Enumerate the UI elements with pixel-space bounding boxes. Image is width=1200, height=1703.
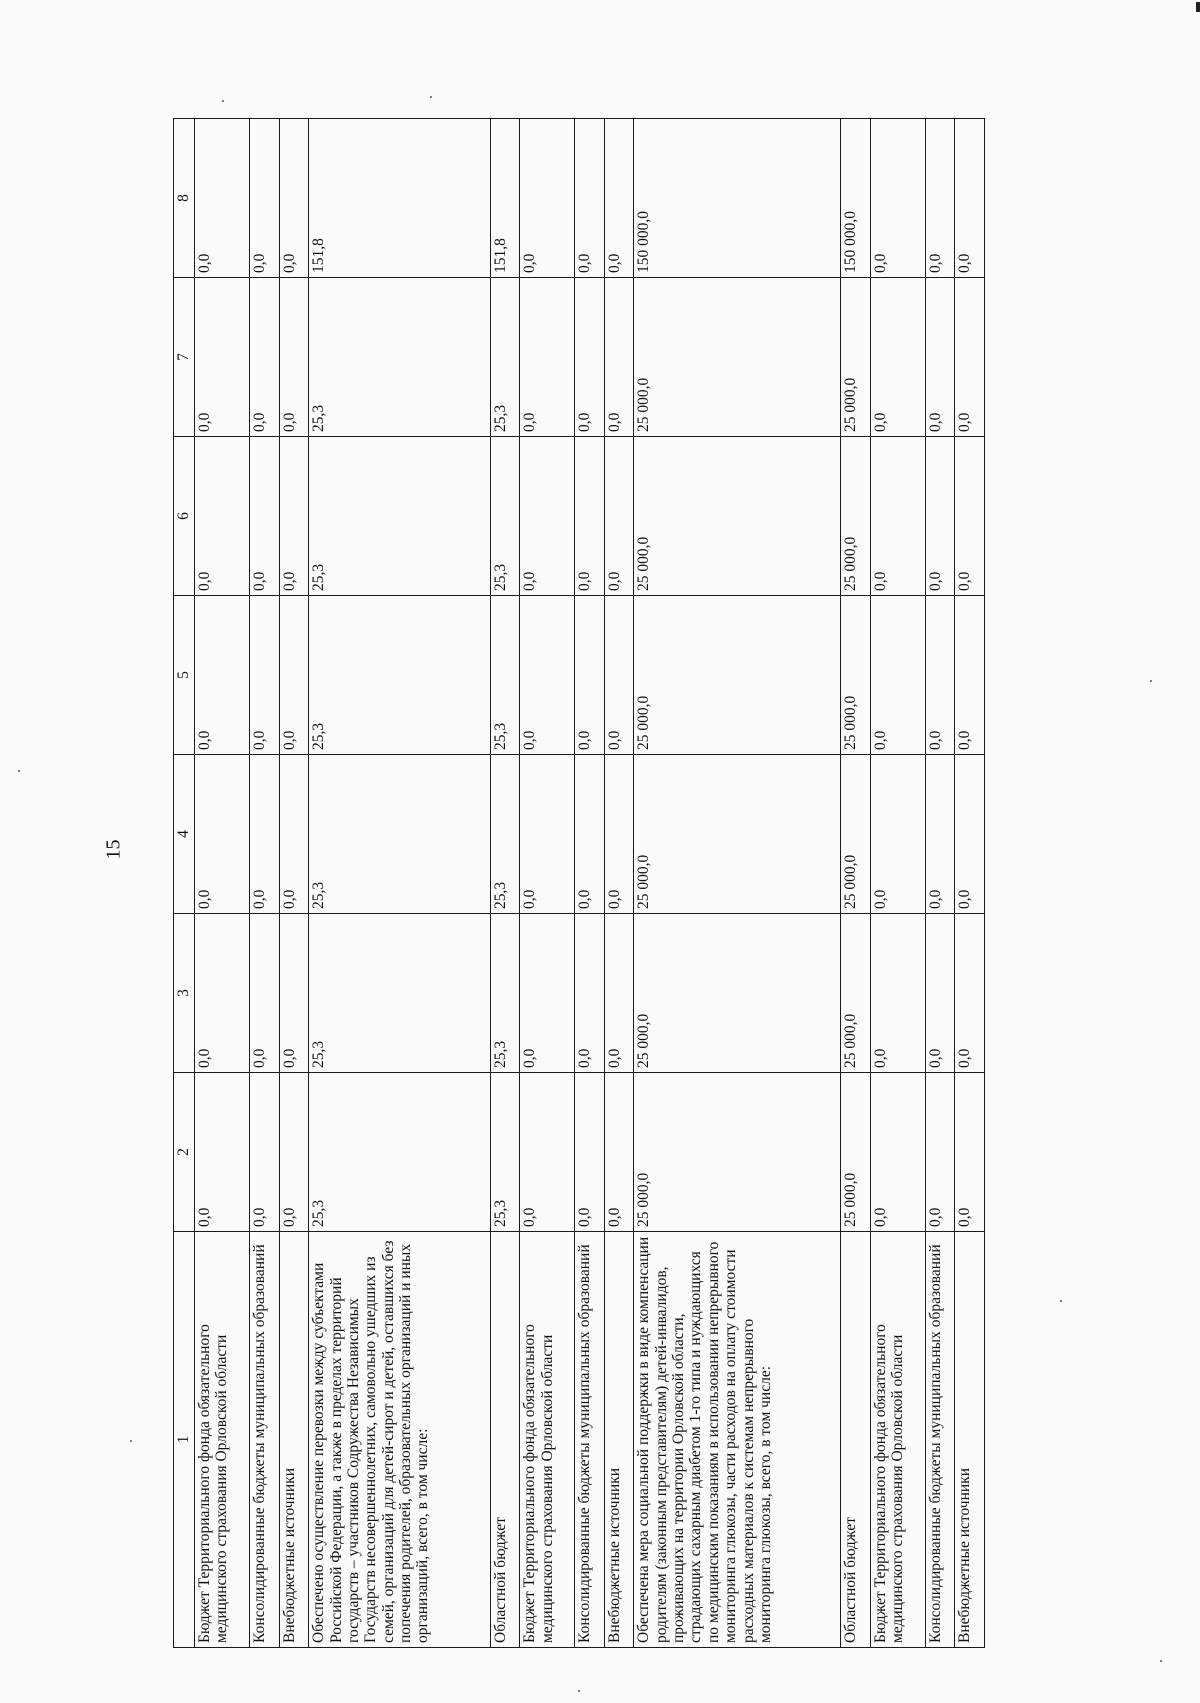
table-body [195, 119, 985, 1648]
row-value: 151,8 [490, 119, 520, 278]
table-header-row [174, 119, 195, 1648]
row-value: 0,0 [279, 1073, 309, 1232]
row-value: 0,0 [604, 1073, 634, 1232]
table-row [490, 119, 520, 1648]
row-value: 0,0 [925, 914, 955, 1073]
column-header: 5 [174, 596, 195, 755]
row-value: 25,3 [490, 596, 520, 755]
row-value: 25 000,0 [841, 596, 871, 755]
row-value: 0,0 [955, 596, 985, 755]
row-value: 0,0 [279, 596, 309, 755]
row-value: 0,0 [249, 119, 279, 278]
row-value: 0,0 [520, 1073, 575, 1232]
table-row [925, 119, 955, 1648]
row-label: Обеспечено осуществление перевозки между субъектами Российской Федерации, а также в пределах территорий государств – участников Содружества Независимых Государств несовершеннолетних, самовольно ушедших из семей, организаций для детей-сирот и детей, оставшихся без попечения родителей, образовательных организаций и иных организаций, всего, в том числе: [309, 1232, 490, 1648]
row-value: 25,3 [490, 914, 520, 1073]
row-label: Консолидированные бюджеты муниципальных образований [575, 1232, 605, 1648]
row-value: 150 000,0 [634, 119, 841, 278]
row-value: 0,0 [870, 596, 925, 755]
row-value: 0,0 [925, 119, 955, 278]
scan-speck [1060, 1300, 1062, 1302]
row-value: 0,0 [575, 596, 605, 755]
column-header: 3 [174, 914, 195, 1073]
scan-speck [1160, 1660, 1162, 1662]
row-value: 0,0 [925, 278, 955, 437]
row-value: 25,3 [309, 1073, 490, 1232]
row-value: 0,0 [870, 755, 925, 914]
scan-speck [1150, 680, 1152, 682]
row-value: 0,0 [279, 119, 309, 278]
table-row [604, 119, 634, 1648]
row-value: 0,0 [195, 119, 250, 278]
row-value: 0,0 [575, 278, 605, 437]
scan-edge-mark [1196, 2, 1200, 12]
row-value: 25,3 [309, 914, 490, 1073]
row-value: 151,8 [309, 119, 490, 278]
row-value: 25,3 [490, 437, 520, 596]
row-value: 0,0 [520, 278, 575, 437]
row-value: 0,0 [604, 755, 634, 914]
rotated-table-wrapper [173, 118, 985, 1648]
column-header: 4 [174, 755, 195, 914]
row-label: Областной бюджет [841, 1232, 871, 1648]
row-value: 0,0 [195, 914, 250, 1073]
row-value: 0,0 [575, 755, 605, 914]
row-label: Бюджет Территориального фонда обязательного медицинского страхования Орловской области [195, 1232, 250, 1648]
row-value: 0,0 [870, 278, 925, 437]
row-label: Консолидированные бюджеты муниципальных образований [925, 1232, 955, 1648]
row-label: Внебюджетные источники [604, 1232, 634, 1648]
row-value: 25,3 [309, 596, 490, 755]
row-value: 0,0 [575, 1073, 605, 1232]
row-value: 0,0 [195, 1073, 250, 1232]
table-row [520, 119, 575, 1648]
row-value: 25,3 [309, 278, 490, 437]
row-value: 0,0 [870, 914, 925, 1073]
row-value: 25,3 [490, 1073, 520, 1232]
row-label: Внебюджетные источники [279, 1232, 309, 1648]
row-value: 0,0 [604, 914, 634, 1073]
row-value: 0,0 [955, 278, 985, 437]
table-row [955, 119, 985, 1648]
row-value: 25 000,0 [841, 278, 871, 437]
table-row [634, 119, 841, 1648]
row-label: Консолидированные бюджеты муниципальных образований [249, 1232, 279, 1648]
row-value: 0,0 [195, 596, 250, 755]
row-value: 25,3 [309, 437, 490, 596]
row-value: 25,3 [490, 278, 520, 437]
row-value: 150 000,0 [841, 119, 871, 278]
row-value: 0,0 [925, 1073, 955, 1232]
row-value: 25 000,0 [841, 914, 871, 1073]
table-row [309, 119, 490, 1648]
row-value: 0,0 [249, 914, 279, 1073]
row-value: 0,0 [279, 755, 309, 914]
row-value: 25 000,0 [841, 1073, 871, 1232]
row-value: 0,0 [279, 437, 309, 596]
row-value: 0,0 [575, 437, 605, 596]
row-label: Областной бюджет [490, 1232, 520, 1648]
table-row [279, 119, 309, 1648]
row-value: 0,0 [249, 278, 279, 437]
row-value: 0,0 [604, 596, 634, 755]
column-header: 7 [174, 278, 195, 437]
page-number: 15 [102, 839, 125, 860]
row-label: Бюджет Территориального фонда обязательного медицинского страхования Орловской области [520, 1232, 575, 1648]
scan-speck [578, 1690, 580, 1692]
table-row [870, 119, 925, 1648]
row-value: 25,3 [309, 755, 490, 914]
row-value: 0,0 [925, 755, 955, 914]
scan-speck [130, 1440, 132, 1442]
row-value: 0,0 [249, 596, 279, 755]
table-row [195, 119, 250, 1648]
row-value: 0,0 [604, 437, 634, 596]
row-value: 0,0 [279, 914, 309, 1073]
row-value: 0,0 [575, 914, 605, 1073]
row-value: 0,0 [870, 119, 925, 278]
table-row [249, 119, 279, 1648]
row-value: 0,0 [870, 437, 925, 596]
row-value: 0,0 [955, 119, 985, 278]
row-label: Бюджет Территориального фонда обязательного медицинского страхования Орловской области [870, 1232, 925, 1648]
row-value: 0,0 [520, 914, 575, 1073]
row-value: 0,0 [604, 278, 634, 437]
row-value: 0,0 [870, 1073, 925, 1232]
row-value: 0,0 [195, 278, 250, 437]
row-value: 0,0 [955, 755, 985, 914]
row-value: 0,0 [249, 1073, 279, 1232]
row-value: 25 000,0 [634, 755, 841, 914]
row-value: 0,0 [604, 119, 634, 278]
row-value: 0,0 [195, 755, 250, 914]
row-value: 25 000,0 [634, 1073, 841, 1232]
column-header: 2 [174, 1073, 195, 1232]
table-row [841, 119, 871, 1648]
row-value: 25 000,0 [841, 437, 871, 596]
row-value: 0,0 [520, 755, 575, 914]
scan-speck [430, 96, 432, 98]
row-value: 25,3 [490, 755, 520, 914]
row-value: 0,0 [520, 119, 575, 278]
row-value: 0,0 [925, 437, 955, 596]
row-value: 0,0 [279, 278, 309, 437]
scan-speck [222, 100, 224, 102]
row-value: 0,0 [575, 119, 605, 278]
row-label: Обеспечена мера социальной поддержки в виде компенсации родителям (законным представителям) детей-инвалидов, проживающих на территории Орловской области, страдающих сахарным диабетом 1-го типа и нуждающихся по медицинским показаниям в использовании непрерывного мониторинга глюкозы, части расходов на оплату стоимости расходных материалов к системам непрерывного мониторинга глюкозы, всего, в том числе: [634, 1232, 841, 1648]
row-value: 0,0 [249, 437, 279, 596]
row-value: 0,0 [195, 437, 250, 596]
row-value: 25 000,0 [634, 278, 841, 437]
row-value: 0,0 [925, 596, 955, 755]
row-label: Внебюджетные источники [955, 1232, 985, 1648]
column-header: 1 [174, 1232, 195, 1648]
row-value: 25 000,0 [634, 596, 841, 755]
budget-table [173, 118, 985, 1648]
row-value: 25 000,0 [841, 755, 871, 914]
scan-speck [18, 770, 20, 772]
column-header: 8 [174, 119, 195, 278]
row-value: 0,0 [955, 914, 985, 1073]
row-value: 0,0 [520, 437, 575, 596]
row-value: 0,0 [955, 1073, 985, 1232]
table-row [575, 119, 605, 1648]
column-header: 6 [174, 437, 195, 596]
row-value: 0,0 [520, 596, 575, 755]
row-value: 25 000,0 [634, 914, 841, 1073]
row-value: 0,0 [249, 755, 279, 914]
row-value: 0,0 [955, 437, 985, 596]
row-value: 25 000,0 [634, 437, 841, 596]
